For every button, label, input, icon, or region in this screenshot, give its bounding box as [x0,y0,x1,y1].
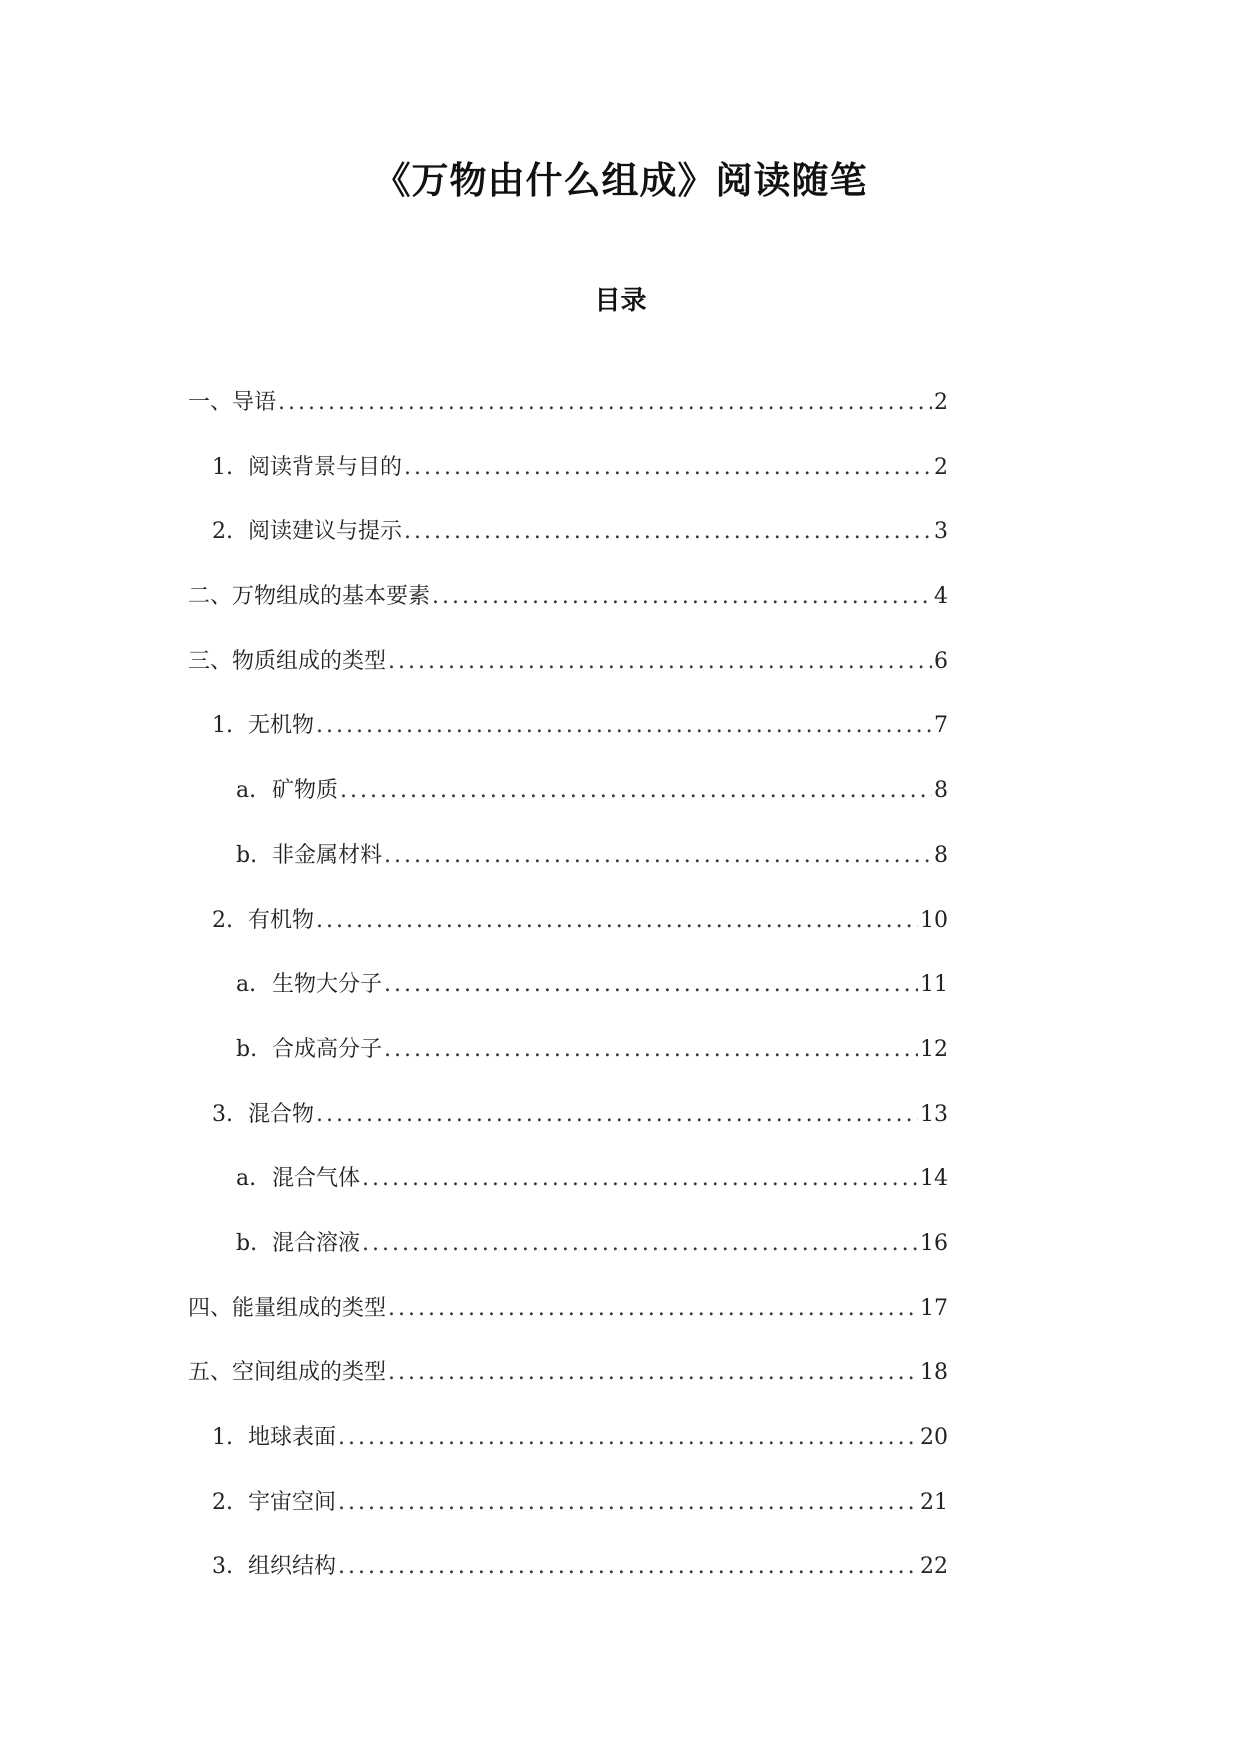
toc-entry[interactable] [188,773,948,838]
toc-entry-label: 地球表面 [248,1425,337,1450]
toc-entry[interactable] [188,1226,948,1291]
dot-leader [338,1554,918,1579]
dot-leader [388,1360,918,1385]
toc-entry-page: 3 [934,519,948,545]
toc-entry-number: b. [236,1036,258,1062]
toc-entry-label: 阅读背景与目的 [248,454,403,480]
toc-entry-number: 2. [212,519,233,545]
toc-entry[interactable] [188,644,948,709]
toc-entry-label: 一、导语 [188,390,277,415]
dot-leader [384,1037,918,1062]
toc-entry-label: 阅读建议与提示 [248,519,403,545]
toc-entry[interactable] [188,450,948,515]
document-title: 《万物由什么组成》阅读随笔 [373,158,868,202]
toc-entry-number: 1. [212,454,233,480]
toc-entry-label: 非金属材料 [272,842,383,868]
toc-entry-page: 18 [920,1360,948,1386]
toc-entry-label: 宇宙空间 [248,1489,337,1515]
toc-entry-number: 2. [212,1489,233,1515]
toc-entry[interactable] [188,514,948,579]
toc-entry-page: 17 [920,1295,948,1321]
toc-entry[interactable] [188,708,948,773]
toc-entry-page: 13 [920,1101,948,1127]
dot-leader [432,584,932,609]
toc-entry-number: b. [236,1230,258,1256]
dot-leader [404,455,932,480]
dot-leader [362,1166,918,1191]
toc-entry-label: 无机物 [248,713,315,739]
dot-leader [404,519,932,544]
dot-leader [388,1296,918,1321]
toc-entry[interactable] [188,903,948,968]
toc-entry-page: 4 [934,584,948,610]
toc-entry[interactable] [188,1161,948,1226]
dot-leader [316,908,918,933]
toc-entry[interactable] [188,1485,948,1550]
toc-entry[interactable] [188,838,948,903]
toc-entry-label: 组织结构 [248,1554,337,1580]
toc-entry-label: 矿物质 [272,778,339,804]
dot-leader [316,713,932,738]
toc-entry-number: a. [236,972,257,998]
toc-entry[interactable] [188,967,948,1032]
dot-leader [362,1231,918,1256]
toc-entry-label: 混合溶液 [272,1230,361,1256]
toc-entry-number: 1. [212,1425,233,1450]
toc-entry-number: 1. [212,713,233,739]
dot-leader [338,1425,918,1450]
toc-entry[interactable] [188,579,948,644]
toc-entry[interactable] [188,1355,948,1420]
dot-leader [384,843,932,868]
toc-entry-page: 14 [920,1166,948,1192]
toc-entry-page: 2 [934,390,948,415]
toc-entry-page: 7 [934,713,948,739]
toc-entry-label: 二、万物组成的基本要素 [188,584,431,610]
toc-entry-number: 2. [212,907,233,933]
toc-entry-label: 混合物 [248,1101,315,1127]
dot-leader [338,1490,918,1515]
toc-entry-label: 四、能量组成的类型 [188,1295,387,1321]
toc-entry[interactable] [188,1032,948,1097]
toc-entry[interactable] [188,1420,948,1485]
toc-entry-page: 11 [920,972,948,998]
toc-entry-number: 3. [212,1101,233,1127]
toc-entry-label: 生物大分子 [272,972,383,998]
toc-heading: 目录 [594,286,647,316]
toc-entry-number: a. [236,778,257,804]
toc-entry-label: 三、物质组成的类型 [188,648,387,674]
toc-entry-number: a. [236,1166,257,1192]
toc-entry-number: b. [236,842,258,868]
toc-entry[interactable] [188,1097,948,1162]
toc-entry-page: 20 [920,1425,948,1450]
toc-entry-page: 21 [920,1489,948,1515]
toc-entry-label: 有机物 [248,907,315,933]
toc-entry-label: 混合气体 [272,1166,361,1192]
dot-leader [316,1102,918,1127]
dot-leader [340,778,932,803]
toc-entry-page: 10 [920,907,948,933]
toc-entry-page: 22 [920,1554,948,1580]
toc-entry-page: 6 [934,648,948,674]
toc-entry-page: 2 [934,454,948,480]
dot-leader [384,972,918,997]
dot-leader [388,649,932,674]
table-of-contents [188,385,948,1614]
toc-entry-label: 五、空间组成的类型 [188,1360,387,1386]
toc-entry-page: 8 [934,842,948,868]
toc-entry[interactable] [188,1549,948,1614]
dot-leader [278,390,932,415]
toc-entry-page: 8 [934,778,948,804]
toc-entry-label: 合成高分子 [272,1036,383,1062]
toc-entry-page: 12 [920,1036,948,1062]
toc-entry[interactable] [188,385,948,450]
toc-entry-page: 16 [920,1230,948,1256]
toc-entry[interactable] [188,1291,948,1356]
toc-entry-number: 3. [212,1554,233,1580]
